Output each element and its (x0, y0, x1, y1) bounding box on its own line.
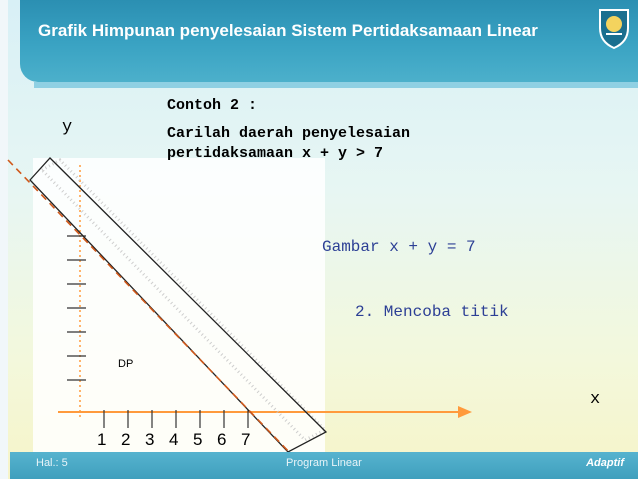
x-tick-label: 6 (217, 430, 227, 449)
example-question-line2: pertidaksamaan x + y > 7 (167, 145, 384, 162)
slide-title: Grafik Himpunan penyelesaian Sistem Pertidaksamaan Linear (38, 21, 538, 40)
footer-topic: Program Linear (286, 457, 362, 469)
graph-panel (33, 158, 325, 453)
step-draw-line: Gambar x + y = 7 (322, 238, 476, 256)
region-label: DP (118, 358, 134, 370)
slide-footer (10, 452, 638, 479)
x-tick-label: 2 (121, 430, 131, 449)
x-tick-label: 5 (193, 430, 203, 449)
footer-page-number: Hal.: 5 (36, 457, 68, 469)
x-axis-arrowhead (458, 406, 472, 418)
y-axis-label: y (62, 118, 73, 137)
x-tick-label: 1 (97, 430, 107, 449)
footer-brand: Adaptif (586, 457, 624, 469)
x-tick-label: 3 (145, 430, 155, 449)
x-tick-label: 4 (169, 430, 179, 449)
x-tick-label: 7 (241, 430, 251, 449)
example-question-line1: Carilah daerah penyelesaian (167, 125, 411, 142)
x-axis-label: x (590, 390, 601, 409)
example-title: Contoh 2 : (167, 97, 258, 114)
step-test-point: 2. Mencoba titik (355, 303, 509, 321)
